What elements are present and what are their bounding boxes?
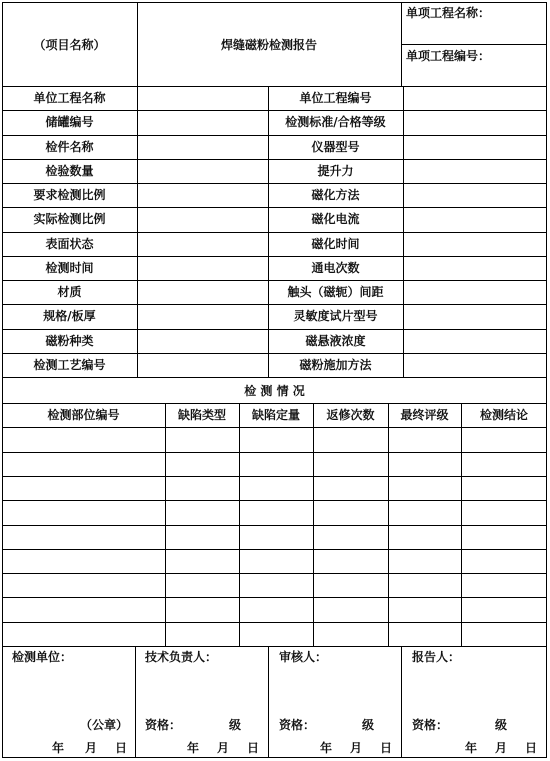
info-row-line <box>2 110 547 111</box>
info-label-left: 储罐编号 <box>45 115 94 130</box>
info-label-left: 检件名称 <box>45 139 94 154</box>
footer-divider-1 <box>135 646 136 758</box>
footer-seal: （公章） <box>80 718 129 732</box>
results-column-header: 检测部位编号 <box>47 408 120 422</box>
info-label-left: 单位工程名称 <box>33 91 106 105</box>
info-label-right: 灵敏度试片型号 <box>293 309 378 324</box>
info-row-line <box>2 183 547 184</box>
footer-divider-3 <box>401 646 402 758</box>
results-row-line <box>2 500 547 501</box>
info-label-right: 磁化方法 <box>311 188 360 202</box>
info-label-left: 规格/板厚 <box>43 309 96 324</box>
info-label-left: 要求检测比例 <box>33 188 106 202</box>
results-column-header: 返修次数 <box>326 408 375 422</box>
date-4-month: 月 <box>495 741 508 755</box>
date-1-year: 年 <box>52 741 65 755</box>
sub-project-no: 单项工程编号： <box>406 49 491 63</box>
footer-reporter-label: 报告人： <box>412 650 461 664</box>
info-row-line <box>2 304 547 305</box>
results-top-line <box>2 403 547 404</box>
footer-tech-label: 技术负责人： <box>145 650 218 664</box>
section-title: 检 测 情 况 <box>244 384 305 398</box>
info-label-left: 实际检测比例 <box>33 212 106 227</box>
footer-reviewer-grade: 级 <box>362 718 375 732</box>
results-column-header: 最终评级 <box>400 408 449 422</box>
footer-tech-grade: 级 <box>229 718 242 732</box>
info-label-right: 检测标准/合格等级 <box>285 115 386 130</box>
info-row-line <box>2 280 547 281</box>
header-inner-line <box>401 44 547 45</box>
sub-project-name: 单项工程名称： <box>406 6 491 20</box>
footer-divider-2 <box>268 646 269 758</box>
header-bottom-line <box>2 86 547 87</box>
date-4-day: 日 <box>525 741 538 755</box>
info-label-right: 磁化电流 <box>311 212 360 227</box>
info-label-left: 表面状态 <box>45 236 94 251</box>
date-4-year: 年 <box>465 741 478 755</box>
info-row-line <box>2 353 547 354</box>
info-row-line <box>2 377 547 378</box>
results-row-line <box>2 525 547 526</box>
date-1-day: 日 <box>115 741 128 755</box>
info-label-right: 磁化时间 <box>311 236 360 251</box>
date-2-year: 年 <box>187 741 200 755</box>
results-row-line <box>2 427 547 428</box>
date-2-day: 日 <box>247 741 260 755</box>
info-label-right: 磁悬液浓度 <box>305 333 366 348</box>
footer-unit-label: 检测单位： <box>12 650 73 664</box>
info-label-left: 检测工艺编号 <box>33 357 106 372</box>
results-row-line <box>2 476 547 477</box>
date-2-month: 月 <box>217 741 230 755</box>
results-row-line <box>2 549 547 550</box>
footer-reporter-qual: 资格： <box>412 718 449 732</box>
info-label-left: 材质 <box>57 285 82 299</box>
date-3-day: 日 <box>380 741 393 755</box>
footer-top-line <box>2 646 547 647</box>
info-label-left: 磁粉种类 <box>45 333 94 348</box>
results-column-header: 缺陷类型 <box>177 408 226 422</box>
results-column-header: 检测结论 <box>479 408 528 422</box>
info-row-line <box>2 232 547 233</box>
info-label-right: 提升力 <box>317 163 354 178</box>
results-row-line <box>2 597 547 598</box>
footer-reviewer-label: 审核人： <box>279 650 328 664</box>
footer-reviewer-qual: 资格： <box>279 718 316 732</box>
info-row-line <box>2 207 547 208</box>
info-label-right: 单位工程编号 <box>299 91 372 105</box>
date-3-year: 年 <box>320 741 333 755</box>
info-row-line <box>2 159 547 160</box>
info-label-left: 检测时间 <box>45 260 94 275</box>
info-label-right: 磁粉施加方法 <box>299 357 372 372</box>
info-row-line <box>2 329 547 330</box>
info-row-line <box>2 256 547 257</box>
info-label-right: 触头（磁轭）间距 <box>287 285 384 299</box>
results-column-header: 缺陷定量 <box>251 408 300 422</box>
date-3-month: 月 <box>350 741 363 755</box>
date-1-month: 月 <box>85 741 98 755</box>
results-row-line <box>2 452 547 453</box>
report-title: 焊缝磁粉检测报告 <box>220 38 317 52</box>
footer-reporter-grade: 级 <box>495 718 508 732</box>
project-name: （项目名称） <box>33 38 106 52</box>
info-row-line <box>2 135 547 136</box>
results-row-line <box>2 573 547 574</box>
info-label-right: 通电次数 <box>311 260 360 275</box>
results-row-line <box>2 622 547 623</box>
info-label-left: 检验数量 <box>45 163 94 178</box>
info-label-right: 仪器型号 <box>311 139 360 154</box>
footer-tech-qual: 资格： <box>145 718 182 732</box>
